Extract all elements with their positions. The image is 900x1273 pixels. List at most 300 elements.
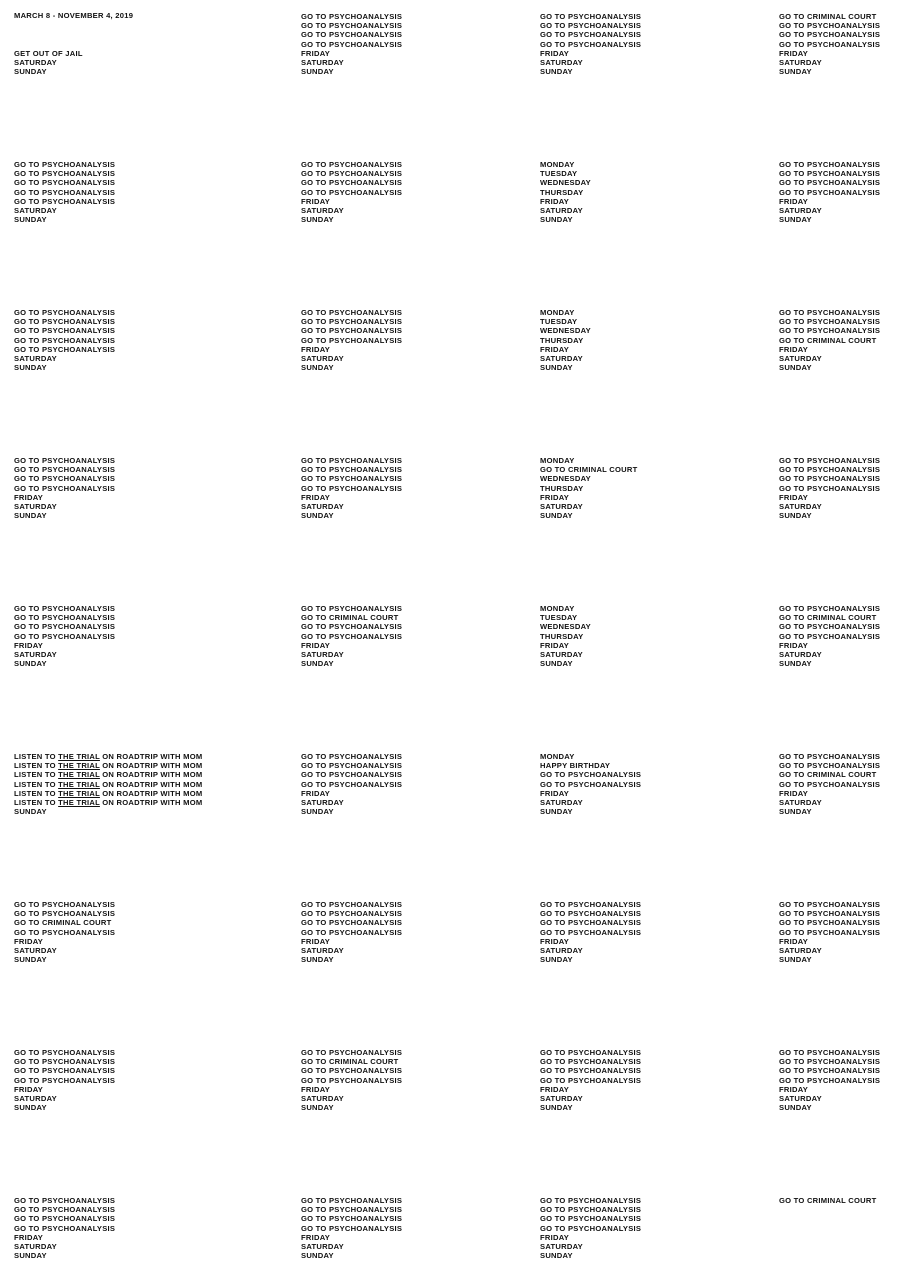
week-line: GO TO PSYCHOANALYSIS [540, 909, 642, 919]
week-line: GO TO PSYCHOANALYSIS [540, 918, 642, 928]
week-lines [301, 1048, 531, 1112]
week-line: SUNDAY [14, 1251, 47, 1261]
week-line: GO TO PSYCHOANALYSIS [301, 631, 403, 641]
week-lines [14, 12, 244, 76]
week-line: MONDAY [540, 160, 575, 169]
week-line: GO TO PSYCHOANALYSIS [540, 1075, 642, 1085]
week-cell [779, 900, 900, 964]
week-line: GO TO PSYCHOANALYSIS [540, 1066, 642, 1076]
week-line: GO TO PSYCHOANALYSIS [301, 160, 403, 169]
line-part: ON ROADTRIP WITH MOM [99, 752, 203, 761]
week-line: GO TO PSYCHOANALYSIS [301, 30, 403, 40]
book-title: THE TRIAL [58, 788, 100, 798]
week-line: GO TO PSYCHOANALYSIS [779, 474, 881, 484]
week-lines [779, 752, 900, 816]
week-line: GO TO PSYCHOANALYSIS [540, 1196, 642, 1205]
week-line: GO TO PSYCHOANALYSIS [779, 465, 881, 475]
week-line: GO TO PSYCHOANALYSIS [301, 752, 403, 761]
week-line: FRIDAY [14, 1232, 44, 1242]
book-title: THE TRIAL [58, 752, 100, 761]
week-line: GO TO PSYCHOANALYSIS [301, 1205, 403, 1215]
week-line: GO TO PSYCHOANALYSIS [301, 326, 403, 336]
week-line [14, 789, 244, 798]
week-line: SUNDAY [14, 363, 47, 373]
week-line: GO TO PSYCHOANALYSIS [301, 187, 403, 197]
blank-line [14, 30, 244, 39]
week-lines [301, 900, 531, 964]
week-lines [779, 160, 900, 224]
week-line: SUNDAY [540, 363, 573, 373]
week-line: WEDNESDAY [540, 178, 591, 188]
week-cell [14, 1196, 244, 1260]
week-line: GO TO PSYCHOANALYSIS [779, 604, 881, 613]
week-line: SUNDAY [779, 807, 812, 817]
week-line: MONDAY [540, 308, 575, 317]
week-line: SATURDAY [301, 353, 344, 363]
week-lines [301, 12, 531, 76]
week-line: SATURDAY [540, 57, 583, 67]
week-line: GO TO PSYCHOANALYSIS [14, 483, 116, 493]
week-line: SATURDAY [540, 797, 583, 807]
week-line: SATURDAY [301, 205, 344, 215]
week-lines [301, 1196, 531, 1260]
week-line: GO TO PSYCHOANALYSIS [779, 631, 881, 641]
week-lines [779, 900, 900, 964]
week-line: GO TO PSYCHOANALYSIS [301, 1075, 403, 1085]
week-line: GO TO PSYCHOANALYSIS [14, 613, 116, 623]
week-line: GO TO PSYCHOANALYSIS [14, 178, 116, 188]
week-line: SUNDAY [779, 511, 812, 521]
week-line: GO TO PSYCHOANALYSIS [779, 1057, 881, 1067]
week-line: GO TO PSYCHOANALYSIS [301, 12, 403, 21]
week-line: FRIDAY [301, 788, 331, 798]
week-line: GO TO PSYCHOANALYSIS [14, 456, 116, 465]
week-lines [14, 1048, 244, 1112]
week-line: GO TO PSYCHOANALYSIS [14, 909, 116, 919]
week-lines [301, 308, 531, 372]
week-line: SUNDAY [14, 955, 47, 965]
week-line: GO TO PSYCHOANALYSIS [301, 169, 403, 179]
week-line: FRIDAY [540, 196, 570, 206]
week-line: THURSDAY [540, 631, 584, 641]
week-lines [540, 1048, 770, 1112]
week-line: SATURDAY [301, 1241, 344, 1251]
week-line: SUNDAY [301, 659, 334, 669]
week-line: GO TO CRIMINAL COURT [540, 465, 638, 475]
line-part: LISTEN TO [14, 788, 59, 798]
week-line: SUNDAY [779, 363, 812, 373]
week-lines [540, 12, 770, 76]
week-cell [779, 1048, 900, 1112]
week-cell [14, 1048, 244, 1112]
week-lines [779, 456, 900, 520]
week-cell [540, 308, 770, 372]
week-cell [540, 12, 770, 76]
week-line: SATURDAY [301, 57, 344, 67]
week-line: SATURDAY [14, 353, 57, 363]
week-line: GO TO PSYCHOANALYSIS [301, 474, 403, 484]
week-line: SUNDAY [540, 659, 573, 669]
week-line: GO TO PSYCHOANALYSIS [14, 196, 116, 206]
week-line: SATURDAY [14, 649, 57, 659]
week-line: GO TO PSYCHOANALYSIS [14, 1066, 116, 1076]
week-line: FRIDAY [301, 1232, 331, 1242]
week-line: GO TO PSYCHOANALYSIS [301, 1214, 403, 1224]
week-line: GO TO CRIMINAL COURT [779, 335, 877, 345]
week-line: FRIDAY [540, 1232, 570, 1242]
week-line: FRIDAY [540, 48, 570, 58]
week-line: GO TO PSYCHOANALYSIS [301, 317, 403, 327]
week-lines [540, 752, 770, 816]
week-line: FRIDAY [301, 1084, 331, 1094]
week-line: GO TO PSYCHOANALYSIS [301, 604, 403, 613]
week-line: WEDNESDAY [540, 622, 591, 632]
week-cell [301, 160, 531, 224]
week-lines [14, 604, 244, 668]
week-lines [14, 1196, 244, 1260]
week-line: FRIDAY [779, 1084, 809, 1094]
blank-line [14, 40, 244, 49]
week-line: GO TO PSYCHOANALYSIS [14, 1196, 116, 1205]
week-line: GO TO PSYCHOANALYSIS [14, 474, 116, 484]
week-cell [540, 1196, 770, 1260]
line-part: LISTEN TO [14, 770, 59, 780]
week-cell [779, 1196, 900, 1205]
week-line: FRIDAY [301, 196, 331, 206]
week-line: GO TO PSYCHOANALYSIS [14, 335, 116, 345]
week-line: SATURDAY [540, 501, 583, 511]
week-line: MONDAY [540, 456, 575, 465]
week-line: GO TO PSYCHOANALYSIS [540, 39, 642, 49]
week-line: GO TO PSYCHOANALYSIS [14, 344, 116, 354]
week-line: FRIDAY [301, 640, 331, 650]
week-lines [14, 456, 244, 520]
week-line: GO TO CRIMINAL COURT [301, 613, 399, 623]
week-line: GO TO PSYCHOANALYSIS [301, 21, 403, 31]
week-line: SATURDAY [301, 1093, 344, 1103]
week-line: SATURDAY [540, 1093, 583, 1103]
week-line: GO TO PSYCHOANALYSIS [540, 927, 642, 937]
week-line: GO TO PSYCHOANALYSIS [14, 187, 116, 197]
week-line: SUNDAY [540, 215, 573, 225]
week-line: GO TO PSYCHOANALYSIS [14, 1214, 116, 1224]
week-line: GO TO PSYCHOANALYSIS [540, 12, 642, 21]
week-line: GO TO PSYCHOANALYSIS [779, 752, 881, 761]
week-line: TUESDAY [540, 613, 578, 623]
week-line: SATURDAY [14, 205, 57, 215]
week-line: FRIDAY [14, 640, 44, 650]
week-line: GO TO CRIMINAL COURT [779, 12, 877, 21]
week-line: SATURDAY [540, 205, 583, 215]
week-line: SATURDAY [301, 797, 344, 807]
week-line: SATURDAY [14, 945, 57, 955]
week-line: SATURDAY [301, 649, 344, 659]
week-line: GO TO PSYCHOANALYSIS [14, 1048, 116, 1057]
week-line: SATURDAY [540, 1241, 583, 1251]
week-line: SUNDAY [14, 1103, 47, 1113]
page-title: MARCH 8 - NOVEMBER 4, 2019 [14, 11, 134, 20]
week-line: GET OUT OF JAIL [14, 48, 83, 58]
week-line: THURSDAY [540, 483, 584, 493]
week-line: GO TO PSYCHOANALYSIS [540, 30, 642, 40]
line-part: ON ROADTRIP WITH MOM [99, 788, 203, 798]
week-line: GO TO PSYCHOANALYSIS [14, 1205, 116, 1215]
week-line: FRIDAY [779, 492, 809, 502]
week-line: FRIDAY [540, 492, 570, 502]
week-line: GO TO PSYCHOANALYSIS [779, 779, 881, 789]
line-part: ON ROADTRIP WITH MOM [99, 797, 203, 807]
week-line: GO TO CRIMINAL COURT [779, 770, 877, 780]
week-line: GO TO PSYCHOANALYSIS [779, 483, 881, 493]
week-line [14, 798, 244, 807]
week-lines [14, 900, 244, 964]
week-line: SUNDAY [540, 1103, 573, 1113]
book-title: THE TRIAL [58, 761, 100, 771]
week-line: GO TO PSYCHOANALYSIS [540, 21, 642, 31]
week-line: GO TO PSYCHOANALYSIS [301, 918, 403, 928]
week-line: GO TO PSYCHOANALYSIS [301, 483, 403, 493]
week-line: SUNDAY [779, 215, 812, 225]
week-cell [540, 752, 770, 816]
week-line: SUNDAY [540, 807, 573, 817]
week-lines [14, 308, 244, 372]
week-line: SUNDAY [779, 67, 812, 77]
week-line: GO TO PSYCHOANALYSIS [14, 622, 116, 632]
week-cell [14, 604, 244, 668]
week-line: GO TO PSYCHOANALYSIS [540, 1048, 642, 1057]
week-line: GO TO PSYCHOANALYSIS [779, 909, 881, 919]
week-cell [301, 604, 531, 668]
week-line: WEDNESDAY [540, 326, 591, 336]
week-cell [779, 752, 900, 816]
week-line: GO TO PSYCHOANALYSIS [779, 1066, 881, 1076]
week-line: GO TO PSYCHOANALYSIS [14, 631, 116, 641]
week-line: SATURDAY [779, 945, 822, 955]
week-line: GO TO PSYCHOANALYSIS [301, 622, 403, 632]
week-cell [540, 900, 770, 964]
week-line [14, 770, 244, 779]
week-line: GO TO PSYCHOANALYSIS [540, 900, 642, 909]
week-line: GO TO PSYCHOANALYSIS [779, 160, 881, 169]
week-line: FRIDAY [301, 492, 331, 502]
week-line: SUNDAY [301, 363, 334, 373]
week-line: MONDAY [540, 752, 575, 761]
week-line: FRIDAY [540, 344, 570, 354]
week-line: FRIDAY [779, 640, 809, 650]
week-line: FRIDAY [779, 788, 809, 798]
line-part: ON ROADTRIP WITH MOM [99, 779, 203, 789]
week-line: HAPPY BIRTHDAY [540, 761, 611, 771]
week-lines [779, 308, 900, 372]
week-line: SUNDAY [301, 215, 334, 225]
week-lines [14, 160, 244, 224]
week-line: GO TO PSYCHOANALYSIS [301, 1223, 403, 1233]
week-cell [301, 12, 531, 76]
week-lines [779, 1196, 900, 1205]
week-line: GO TO PSYCHOANALYSIS [301, 1066, 403, 1076]
week-line: SATURDAY [779, 797, 822, 807]
week-line: FRIDAY [779, 196, 809, 206]
week-line: GO TO PSYCHOANALYSIS [779, 456, 881, 465]
week-line: SATURDAY [540, 353, 583, 363]
week-line: THURSDAY [540, 187, 584, 197]
week-line: GO TO PSYCHOANALYSIS [14, 160, 116, 169]
week-cell [540, 1048, 770, 1112]
week-line: GO TO PSYCHOANALYSIS [14, 927, 116, 937]
book-title: THE TRIAL [58, 770, 100, 780]
week-line: GO TO PSYCHOANALYSIS [779, 900, 881, 909]
week-lines [301, 604, 531, 668]
week-line: SATURDAY [14, 1093, 57, 1103]
line-part: LISTEN TO [14, 761, 59, 771]
week-line: FRIDAY [301, 344, 331, 354]
week-cell [301, 456, 531, 520]
week-line: TUESDAY [540, 169, 578, 179]
week-lines [540, 160, 770, 224]
week-line: GO TO PSYCHOANALYSIS [301, 178, 403, 188]
week-line: SUNDAY [14, 67, 47, 77]
week-cell [779, 456, 900, 520]
week-line: SUNDAY [14, 215, 47, 225]
week-line: GO TO PSYCHOANALYSIS [540, 770, 642, 780]
week-line: GO TO PSYCHOANALYSIS [301, 909, 403, 919]
week-line: GO TO PSYCHOANALYSIS [779, 918, 881, 928]
week-line: SUNDAY [301, 955, 334, 965]
week-line: FRIDAY [540, 936, 570, 946]
week-line: GO TO PSYCHOANALYSIS [779, 308, 881, 317]
week-lines [779, 604, 900, 668]
week-line: SUNDAY [779, 955, 812, 965]
week-line: GO TO PSYCHOANALYSIS [779, 326, 881, 336]
week-line: GO TO PSYCHOANALYSIS [779, 39, 881, 49]
week-cell [301, 1048, 531, 1112]
week-line: GO TO PSYCHOANALYSIS [14, 317, 116, 327]
week-line: WEDNESDAY [540, 474, 591, 484]
week-line: SATURDAY [14, 57, 57, 67]
week-line: GO TO PSYCHOANALYSIS [779, 317, 881, 327]
week-line: SUNDAY [779, 659, 812, 669]
week-line: FRIDAY [540, 640, 570, 650]
week-line: FRIDAY [540, 1084, 570, 1094]
week-lines [540, 900, 770, 964]
week-line [14, 761, 244, 770]
week-line: GO TO PSYCHOANALYSIS [779, 169, 881, 179]
week-cell [540, 456, 770, 520]
week-line: SATURDAY [779, 57, 822, 67]
line-part: ON ROADTRIP WITH MOM [99, 761, 203, 771]
week-cell [301, 900, 531, 964]
week-line: GO TO PSYCHOANALYSIS [301, 1048, 403, 1057]
week-line: GO TO PSYCHOANALYSIS [540, 779, 642, 789]
week-line: SUNDAY [301, 1103, 334, 1113]
week-line: GO TO PSYCHOANALYSIS [14, 465, 116, 475]
week-line: FRIDAY [779, 936, 809, 946]
week-cell [14, 308, 244, 372]
week-line: FRIDAY [779, 48, 809, 58]
week-line: SATURDAY [14, 501, 57, 511]
week-line: GO TO PSYCHOANALYSIS [301, 308, 403, 317]
week-line: GO TO PSYCHOANALYSIS [301, 779, 403, 789]
week-line: FRIDAY [14, 1084, 44, 1094]
week-line [14, 780, 244, 789]
week-line: GO TO PSYCHOANALYSIS [779, 1075, 881, 1085]
week-line: SATURDAY [779, 1093, 822, 1103]
week-line: SUNDAY [779, 1103, 812, 1113]
week-cell [14, 12, 244, 76]
week-line: GO TO PSYCHOANALYSIS [301, 770, 403, 780]
week-line: SUNDAY [540, 511, 573, 521]
week-line: GO TO PSYCHOANALYSIS [301, 1196, 403, 1205]
week-line: GO TO CRIMINAL COURT [301, 1057, 399, 1067]
week-line: SATURDAY [779, 205, 822, 215]
week-line: GO TO PSYCHOANALYSIS [540, 1223, 642, 1233]
week-line: GO TO PSYCHOANALYSIS [301, 335, 403, 345]
week-line: SUNDAY [14, 511, 47, 521]
week-line: GO TO PSYCHOANALYSIS [779, 30, 881, 40]
week-line: GO TO PSYCHOANALYSIS [540, 1057, 642, 1067]
week-line: FRIDAY [779, 344, 809, 354]
week-line: SUNDAY [301, 807, 334, 817]
week-line: GO TO PSYCHOANALYSIS [14, 900, 116, 909]
week-line: SUNDAY [540, 955, 573, 965]
week-line: SATURDAY [779, 353, 822, 363]
week-line: SUNDAY [14, 807, 47, 817]
week-line: GO TO PSYCHOANALYSIS [779, 927, 881, 937]
week-cell [540, 604, 770, 668]
week-line: SATURDAY [779, 649, 822, 659]
week-line: GO TO PSYCHOANALYSIS [301, 927, 403, 937]
week-line: GO TO PSYCHOANALYSIS [301, 900, 403, 909]
week-line: GO TO PSYCHOANALYSIS [14, 1223, 116, 1233]
week-line: GO TO PSYCHOANALYSIS [14, 169, 116, 179]
week-cell [301, 1196, 531, 1260]
week-line: SATURDAY [301, 501, 344, 511]
week-line: FRIDAY [540, 788, 570, 798]
week-lines [301, 752, 531, 816]
week-lines [301, 456, 531, 520]
book-title: THE TRIAL [58, 779, 100, 789]
week-line: GO TO PSYCHOANALYSIS [14, 326, 116, 336]
week-line: SUNDAY [14, 659, 47, 669]
week-line: GO TO PSYCHOANALYSIS [540, 1214, 642, 1224]
week-line: GO TO PSYCHOANALYSIS [301, 761, 403, 771]
week-cell [779, 12, 900, 76]
week-line: GO TO PSYCHOANALYSIS [779, 178, 881, 188]
week-lines [779, 1048, 900, 1112]
week-cell [14, 456, 244, 520]
week-line: GO TO PSYCHOANALYSIS [779, 1048, 881, 1057]
week-cell [301, 752, 531, 816]
week-line: GO TO CRIMINAL COURT [14, 918, 112, 928]
week-lines [779, 12, 900, 76]
week-line: GO TO PSYCHOANALYSIS [301, 456, 403, 465]
week-line: GO TO PSYCHOANALYSIS [301, 39, 403, 49]
line-part: ON ROADTRIP WITH MOM [99, 770, 203, 780]
week-line: SUNDAY [540, 67, 573, 77]
blank-line [14, 12, 244, 21]
week-cell [779, 308, 900, 372]
week-line: GO TO PSYCHOANALYSIS [14, 604, 116, 613]
week-line: SATURDAY [540, 649, 583, 659]
week-line: GO TO PSYCHOANALYSIS [14, 1075, 116, 1085]
week-line: GO TO PSYCHOANALYSIS [779, 21, 881, 31]
week-lines [540, 1196, 770, 1260]
week-line: FRIDAY [14, 492, 44, 502]
week-cell [14, 160, 244, 224]
line-part: LISTEN TO [14, 752, 59, 761]
week-line: SATURDAY [14, 1241, 57, 1251]
week-lines [540, 308, 770, 372]
